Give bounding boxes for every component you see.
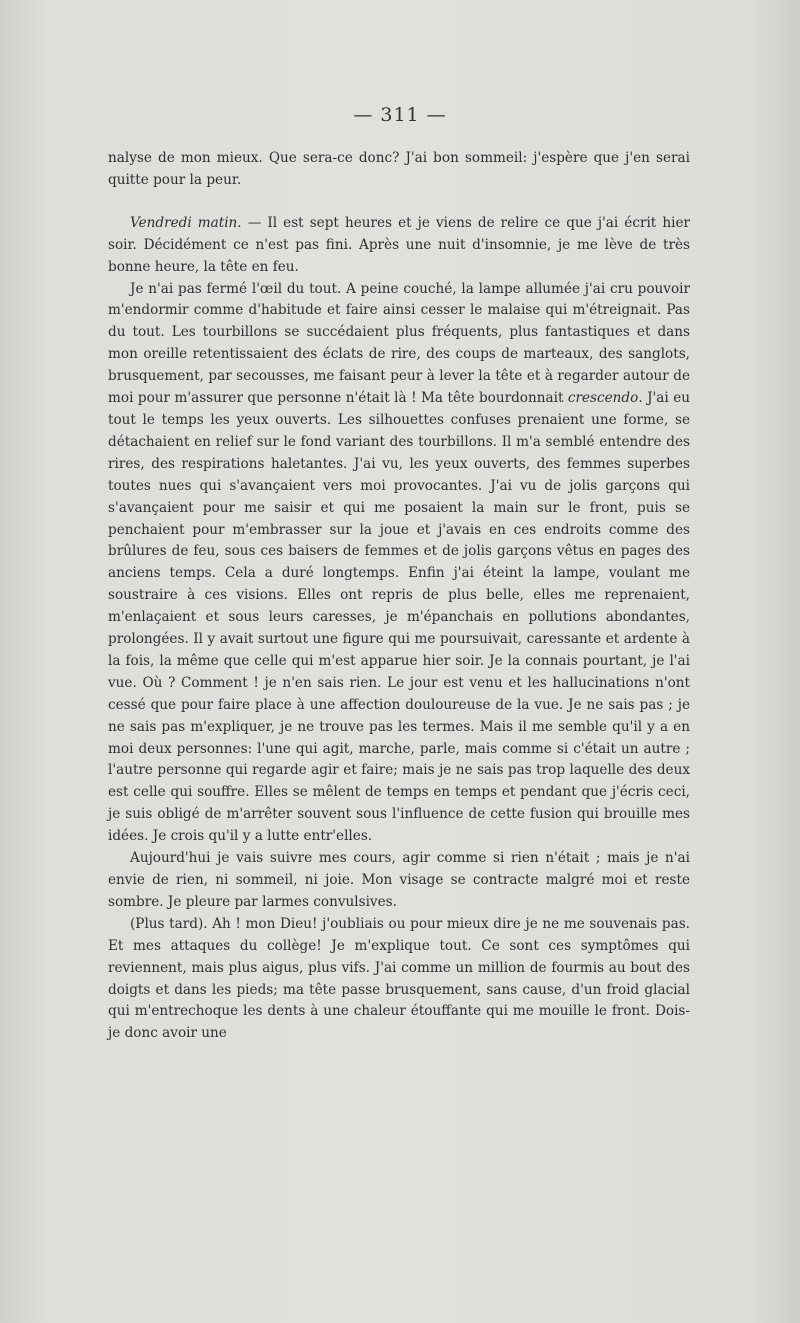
paragraph	[108, 279, 690, 849]
text-run: (Plus tard). Ah ! mon Dieu! j'oubliais ou pour mieux dire je ne me souvenais pas. Et mes attaques du collège! Je m'explique tout. Ce sont ces symptômes qui reviennent, mais plus aigus, plus vifs. J'ai comme un million de fourmis au bout des doigts et dans les pieds; ma tête passe brusquement, sans cause, d'un froid glacial qui m'entrechoque les dents à une chaleur étouffante qui me mouille le front. Dois-je donc avoir une	[108, 915, 690, 1042]
italic-term: crescendo	[567, 390, 639, 407]
paragraph	[108, 148, 690, 192]
text-run: — Il est sept heures et je viens de relire ce que j'ai écrit hier soir. Décidément ce n'est pas fini. Après une nuit d'insomnie, je me lève de très bonne heure, la tête en feu.	[108, 214, 690, 275]
paragraph	[108, 914, 690, 1045]
paragraph	[108, 213, 690, 279]
text-run: . J'ai eu tout le temps les yeux ouverts. Les silhouettes confuses prenaient une forme, se détachaient en relief sur le fond variant des tourbillons. Il m'a semblé entendre des rires, des respirations haletantes. J'ai vu, les yeux ouverts, des femmes superbes toutes nues qui s'avançaient vers moi provocantes. J'ai vu de jolis garçons qui s'avançaient pour me saisir et qui me posaient la main sur le front, puis se penchaient pour m'embrasser sur la joue et j'avais en ces endroits comme des brûlures de feu, sous ces baisers de femmes et de jolis garçons vêtus en pages des anciens temps. Cela a duré longtemps. Enfin j'ai éteint la lampe, voulant me soustraire à ces visions. Elles ont repris de plus belle, elles me reprenaient, m'enlaçaient et sous leurs caresses, je m'épanchais en pollutions abondantes, prolongées. Il y avait surtout une figure qui me poursuivait, caressante et ardente à la fois, la même que celle qui m'est apparue hier soir. Je la connais pourtant, je l'ai vue. Où ? Comment ! je n'en sais rien. Le jour est venu et les hallucinations n'ont cessé que pour faire place à une affection douloureuse de la vue. Je ne sais pas ; je ne sais pas m'expliquer, je ne trouve pas les termes. Mais il me semble qu'il y a en moi deux personnes: l'une qui agit, marche, parle, mais comme si c'était un autre ; l'autre personne qui regarde agir et faire; mais je ne sais pas trop laquelle des deux est celle qui souffre. Elles se mêlent de temps en temps et pendant que j'écris ceci, je suis obligé de m'arrêter souvent sous l'influence de cette fusion qui brouille mes idées. Je crois qu'il y a lutte entr'elles.	[108, 390, 690, 845]
text-run: Aujourd'hui je vais suivre mes cours, agir comme si rien n'était ; mais je n'ai envie de rien, ni sommeil, ni joie. Mon visage se contracte malgré moi et reste sombre. Je pleure par larmes convulsives.	[108, 850, 690, 910]
page-body	[108, 148, 690, 1045]
page-number: — 311 —	[353, 104, 447, 126]
paragraph	[108, 848, 690, 914]
section-heading-inline: Vendredi matin.	[130, 214, 242, 231]
text-run: Je n'ai pas fermé l'œil du tout. A peine couché, la lampe allumée j'ai cru pouvoir m'endormir comme d'habitude et faire ainsi cesser le malaise qui m'étreignait. Pas du tout. Les tourbillons se succédaient plus fréquents, plus fantastiques et dans mon oreille retentissaient des éclats de rire, des coups de marteaux, des sanglots, brusquement, par secousses, me faisant peur à lever la tête et à regarder autour de moi pour m'assurer que personne n'était là ! Ma tête bourdonnait	[108, 280, 690, 407]
text-run: nalyse de mon mieux. Que sera-ce donc? J'ai bon sommeil: j'espère que j'en serai quitte pour la peur.	[108, 150, 690, 188]
